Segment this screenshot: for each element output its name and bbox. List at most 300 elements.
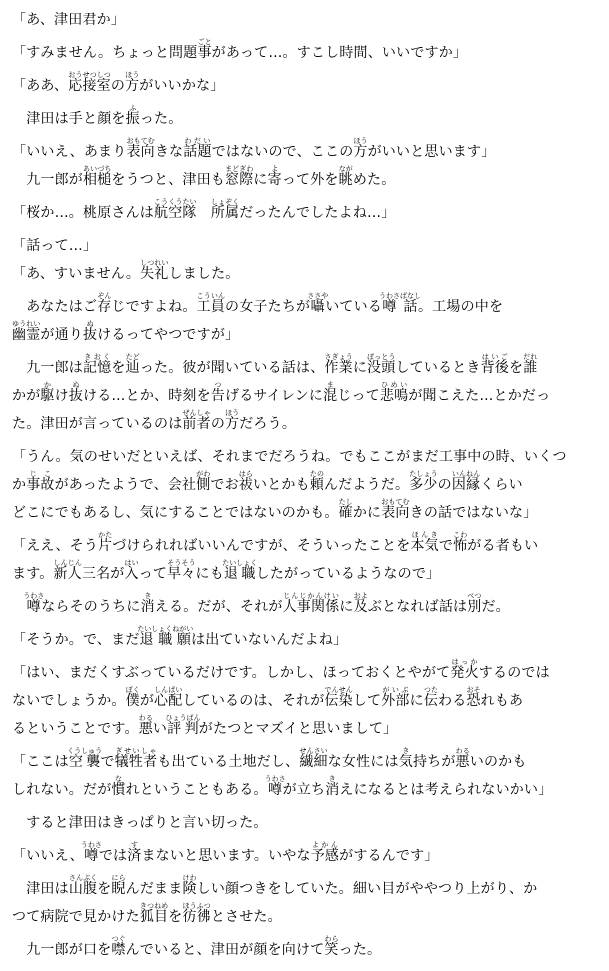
furigana: ぬ bbox=[83, 320, 98, 328]
text-segment: に bbox=[253, 172, 268, 187]
ruby-word bbox=[453, 531, 468, 553]
text-segment: でお bbox=[210, 477, 239, 492]
ruby-base: 気 bbox=[398, 754, 413, 769]
ruby-base: 記憶 bbox=[83, 360, 112, 375]
furigana: おもてむ bbox=[126, 137, 155, 145]
ruby-base: 相槌 bbox=[83, 172, 112, 187]
furigana: たいしょく bbox=[222, 559, 258, 567]
furigana: きつねめ bbox=[139, 902, 169, 910]
ruby-word bbox=[210, 198, 240, 220]
text-segment: だろう。 bbox=[239, 416, 297, 431]
text-segment: いている bbox=[325, 299, 383, 314]
text-segment: が bbox=[139, 693, 155, 708]
text-segment: るということです。 bbox=[12, 721, 139, 736]
ruby-base: 幽霊 bbox=[12, 327, 41, 342]
ruby-word bbox=[140, 592, 155, 614]
text-segment: ならそのうちに bbox=[41, 599, 141, 614]
text-segment: の bbox=[110, 78, 126, 93]
text-segment: 。工場の中を bbox=[418, 299, 504, 314]
ruby-base: 側 bbox=[196, 477, 211, 492]
furigana: まどぎわ bbox=[225, 165, 254, 173]
furigana: ほう bbox=[125, 71, 140, 79]
ruby-word bbox=[67, 747, 103, 769]
furigana: あいづち bbox=[83, 165, 112, 173]
text-line bbox=[12, 197, 597, 220]
text-segment: 「話って…」 bbox=[12, 238, 98, 253]
furigana: けわ bbox=[182, 874, 197, 882]
text-segment: れということもある。 bbox=[125, 782, 268, 797]
ruby-word bbox=[379, 381, 409, 403]
text-segment: じって bbox=[337, 388, 380, 403]
ruby-base: 片 bbox=[98, 538, 113, 553]
text-segment: がいいと思います」 bbox=[367, 144, 496, 159]
furigana: わる bbox=[138, 714, 153, 722]
furigana: さぎょう bbox=[324, 353, 353, 361]
ruby-base: 悪 bbox=[455, 754, 470, 769]
furigana: きおく bbox=[83, 353, 112, 361]
text-segment: ないでしょうか。 bbox=[12, 693, 126, 708]
furigana: ささや bbox=[307, 292, 329, 300]
text-segment: 九一郎は bbox=[12, 360, 83, 375]
ruby-base: 新人 bbox=[53, 566, 82, 581]
ruby-base: 予感 bbox=[310, 848, 340, 863]
furigana: じこ bbox=[26, 470, 55, 478]
furigana: さんぷく bbox=[68, 874, 98, 882]
ruby-base: 噤 bbox=[111, 942, 126, 957]
furigana: ぎせいしゃ bbox=[114, 747, 158, 755]
ruby-word bbox=[410, 531, 439, 553]
ruby-word bbox=[140, 259, 169, 281]
text-line bbox=[12, 37, 597, 60]
text-segment: った。 bbox=[338, 942, 382, 957]
text-segment: の女子たちが bbox=[225, 299, 311, 314]
ruby-base: 混 bbox=[323, 388, 338, 403]
text-segment: えになるとは考えられないかい」 bbox=[339, 782, 553, 797]
text-segment: 「桜か…。桃原さんは bbox=[12, 205, 154, 220]
ruby-base: 犠牲者 bbox=[114, 754, 158, 769]
furigana: しつれい bbox=[140, 259, 169, 267]
furigana: だれ bbox=[523, 353, 538, 361]
furigana: うわさ bbox=[264, 775, 286, 783]
text-segment: 九一郎が bbox=[12, 172, 83, 187]
text-segment: がる者もい bbox=[467, 538, 539, 553]
ruby-word bbox=[310, 841, 340, 863]
text-segment: するのでは bbox=[478, 665, 550, 680]
furigana: き bbox=[398, 747, 413, 755]
text-segment: では bbox=[98, 848, 128, 863]
ruby-word bbox=[111, 874, 126, 896]
text-segment: づけられればいいんですが、そういったことを bbox=[112, 538, 411, 553]
ruby-base: 振 bbox=[125, 111, 140, 126]
ruby-word bbox=[165, 714, 201, 736]
ruby-word bbox=[196, 470, 211, 492]
furigana: ほう bbox=[225, 409, 240, 417]
text-segment: 持ちが bbox=[412, 754, 456, 769]
ruby-base: 駆 bbox=[40, 388, 55, 403]
ruby-base: 早々 bbox=[167, 566, 196, 581]
ruby-word bbox=[154, 686, 183, 708]
ruby-word bbox=[338, 165, 353, 187]
ruby-word bbox=[97, 292, 112, 314]
ruby-base: 因縁 bbox=[451, 477, 481, 492]
ruby-base: 失礼 bbox=[140, 266, 169, 281]
text-segment: ではないので、ここの bbox=[211, 144, 354, 159]
ruby-word bbox=[466, 686, 481, 708]
text-segment: える。だが、それが bbox=[154, 599, 283, 614]
text-segment: しました。 bbox=[168, 266, 240, 281]
text-segment: 「いいえ、 bbox=[12, 848, 84, 863]
text-line bbox=[12, 807, 597, 830]
ruby-word bbox=[137, 625, 194, 647]
ruby-base: 人事関係 bbox=[282, 599, 340, 614]
text-segment: まないと思います。いやな bbox=[141, 848, 311, 863]
furigana: たの bbox=[309, 470, 325, 478]
text-segment: あなたはご bbox=[12, 299, 98, 314]
ruby-base: 存 bbox=[97, 299, 112, 314]
text-segment: があって…。すこし時間、いいですか」 bbox=[211, 45, 468, 60]
ruby-base: 告 bbox=[210, 388, 226, 403]
ruby-base: 険 bbox=[182, 881, 197, 896]
ruby-base: 伝染 bbox=[324, 693, 353, 708]
ruby-word bbox=[26, 470, 55, 492]
text-segment: じですよね。 bbox=[111, 299, 197, 314]
ruby-word bbox=[225, 165, 254, 187]
text-segment: で bbox=[438, 538, 454, 553]
text-segment: めた。 bbox=[352, 172, 396, 187]
furigana: べつ bbox=[467, 592, 482, 600]
furigana: ぼく bbox=[125, 686, 140, 694]
ruby-word bbox=[139, 902, 169, 924]
text-segment: 「すみません。ちょっと問題 bbox=[12, 45, 198, 60]
text-segment: きな bbox=[154, 144, 184, 159]
furigana: しんぱい bbox=[154, 686, 183, 694]
text-line bbox=[12, 591, 597, 614]
text-segment: れもあ bbox=[480, 693, 524, 708]
furigana: はいご bbox=[480, 353, 510, 361]
ruby-base: 寄 bbox=[267, 172, 282, 187]
text-segment: けるってやつですが」 bbox=[97, 327, 240, 342]
ruby-base: 作業 bbox=[324, 360, 353, 375]
ruby-base: 及 bbox=[353, 599, 368, 614]
ruby-word bbox=[367, 353, 396, 375]
furigana: うわさ bbox=[80, 841, 102, 849]
text-segment: があったようで、会社 bbox=[54, 477, 197, 492]
ruby-word bbox=[409, 470, 438, 492]
text-segment: で bbox=[100, 754, 115, 769]
ruby-word bbox=[225, 409, 240, 431]
ruby-base: 表向 bbox=[126, 144, 155, 159]
furigana: こわ bbox=[453, 531, 468, 539]
ruby-base: 慣 bbox=[111, 782, 126, 797]
text-segment: つて病院で見かけた bbox=[12, 909, 140, 924]
text-line bbox=[12, 497, 597, 520]
ruby-word bbox=[40, 381, 55, 403]
ruby-base: 外部 bbox=[381, 693, 410, 708]
ruby-word bbox=[325, 775, 340, 797]
ruby-word bbox=[196, 292, 226, 314]
text-segment: 「そうか。で、まだ bbox=[12, 632, 140, 647]
ruby-base: 済 bbox=[127, 848, 142, 863]
text-line bbox=[12, 530, 597, 553]
text-segment: ぶとなれば話は bbox=[367, 599, 468, 614]
text-line bbox=[12, 840, 597, 863]
ruby-word bbox=[379, 292, 422, 314]
text-line bbox=[12, 164, 597, 187]
ruby-word bbox=[83, 320, 98, 342]
ruby-word bbox=[68, 874, 98, 896]
text-line bbox=[12, 685, 597, 708]
text-line bbox=[12, 319, 597, 342]
ruby-word bbox=[154, 198, 197, 220]
ruby-word bbox=[23, 592, 45, 614]
text-segment: に bbox=[409, 693, 424, 708]
ruby-base: 応接室 bbox=[68, 78, 111, 93]
ruby-base: 方 bbox=[125, 78, 140, 93]
text-segment: って bbox=[138, 566, 168, 581]
ruby-base: 本気 bbox=[410, 538, 439, 553]
furigana: おもてむ bbox=[381, 498, 410, 506]
ruby-base: 狐目 bbox=[139, 909, 169, 924]
ruby-word bbox=[307, 292, 329, 314]
text-segment: しているのは、それが bbox=[182, 693, 325, 708]
text-line bbox=[12, 4, 597, 27]
ruby-word bbox=[210, 381, 226, 403]
furigana: ゆうれい bbox=[12, 320, 41, 328]
ruby-base: 伝 bbox=[423, 693, 439, 708]
text-segment: しているとき bbox=[395, 360, 481, 375]
text-segment: 「ここは bbox=[12, 754, 69, 769]
text-segment: きの話ではないな」 bbox=[409, 505, 538, 520]
text-segment: ます。 bbox=[12, 566, 54, 581]
furigana: ぬ bbox=[68, 381, 83, 389]
text-segment: んでいると、津田が顔を向けて bbox=[125, 942, 325, 957]
ruby-word bbox=[138, 714, 153, 736]
text-segment: 津田は手と顔を bbox=[12, 111, 126, 126]
furigana: たど bbox=[125, 353, 140, 361]
furigana: せんさい bbox=[299, 747, 328, 755]
text-segment: いとかも bbox=[253, 477, 310, 492]
furigana: おうせつしつ bbox=[68, 71, 111, 79]
text-segment bbox=[197, 205, 211, 220]
ruby-word bbox=[267, 165, 282, 187]
furigana: つぐ bbox=[111, 935, 126, 943]
ruby-base: 消 bbox=[325, 782, 340, 797]
text-segment: ける…とか、時刻を bbox=[83, 388, 211, 403]
ruby-word bbox=[282, 592, 340, 614]
furigana: よかん bbox=[310, 841, 340, 849]
furigana: ぼっとう bbox=[367, 353, 396, 361]
furigana: わだい bbox=[183, 137, 212, 145]
furigana: ま bbox=[323, 381, 338, 389]
furigana: よ bbox=[267, 165, 282, 173]
ruby-word bbox=[125, 71, 140, 93]
text-segment: したがっているようなので」 bbox=[255, 566, 441, 581]
furigana: たし bbox=[338, 498, 353, 506]
ruby-base: 辿 bbox=[125, 360, 140, 375]
ruby-base: 空襲 bbox=[67, 754, 103, 769]
text-segment: け bbox=[54, 388, 69, 403]
furigana: はら bbox=[238, 470, 254, 478]
text-segment: い bbox=[152, 721, 168, 736]
ruby-base: 別 bbox=[467, 599, 482, 614]
text-segment: しれない。だが bbox=[12, 782, 112, 797]
ruby-word bbox=[309, 470, 325, 492]
text-segment: った。 bbox=[139, 111, 183, 126]
ruby-word bbox=[125, 104, 140, 126]
ruby-base: 航空隊 bbox=[154, 205, 197, 220]
ruby-base: 窓際 bbox=[225, 172, 254, 187]
ruby-word bbox=[381, 686, 410, 708]
text-line bbox=[12, 713, 597, 736]
furigana: ぞん bbox=[97, 292, 112, 300]
furigana: うわさ bbox=[23, 592, 45, 600]
ruby-base: 彷彿 bbox=[182, 909, 211, 924]
ruby-word bbox=[222, 559, 258, 581]
ruby-word bbox=[125, 686, 140, 708]
furigana: はい bbox=[124, 559, 139, 567]
text-segment: を bbox=[509, 360, 524, 375]
furigana: こういん bbox=[196, 292, 226, 300]
text-segment: が聞こえた…とかだっ bbox=[408, 388, 551, 403]
ruby-base: 頼 bbox=[309, 477, 325, 492]
furigana: き bbox=[140, 592, 155, 600]
text-segment: の bbox=[210, 416, 226, 431]
ruby-word bbox=[83, 165, 112, 187]
text-segment: 「ああ、 bbox=[12, 78, 69, 93]
text-segment: は出ていないんだよね」 bbox=[191, 632, 348, 647]
text-segment: か bbox=[12, 477, 27, 492]
text-segment: の bbox=[437, 477, 452, 492]
furigana: ほんき bbox=[410, 531, 439, 539]
text-line bbox=[12, 291, 597, 314]
ruby-base: 噂 bbox=[80, 848, 102, 863]
ruby-word bbox=[80, 841, 102, 863]
ruby-word bbox=[450, 658, 479, 680]
ruby-word bbox=[111, 935, 126, 957]
text-segment: んだまま bbox=[125, 881, 183, 896]
ruby-word bbox=[299, 747, 328, 769]
text-segment: た。津田が言っているのは bbox=[12, 416, 183, 431]
furigana: しんじん bbox=[53, 559, 82, 567]
furigana: はっか bbox=[450, 658, 479, 666]
ruby-base: 所属 bbox=[210, 205, 240, 220]
furigana: ひめい bbox=[379, 381, 409, 389]
ruby-base: 評判 bbox=[165, 721, 201, 736]
ruby-word bbox=[381, 498, 410, 520]
ruby-base: 消 bbox=[140, 599, 155, 614]
text-line bbox=[12, 934, 597, 957]
furigana: くうしゅう bbox=[67, 747, 103, 755]
text-line bbox=[12, 70, 597, 93]
text-segment: に bbox=[339, 599, 354, 614]
text-segment: がたつとマズイと思いまして」 bbox=[198, 721, 398, 736]
text-segment: どこにでもあるし、気にすることではないのかも。 bbox=[12, 505, 339, 520]
furigana: き bbox=[325, 775, 340, 783]
text-line bbox=[12, 136, 597, 159]
text-segment: をうつと、津田も bbox=[111, 172, 226, 187]
ruby-word bbox=[451, 470, 481, 492]
ruby-word bbox=[353, 137, 368, 159]
text-segment: だ。 bbox=[481, 599, 510, 614]
ruby-base: 繊細 bbox=[299, 754, 328, 769]
text-segment: かが bbox=[12, 388, 41, 403]
text-line bbox=[12, 901, 597, 924]
ruby-base: 退職願 bbox=[137, 632, 194, 647]
ruby-base: 噂 bbox=[23, 599, 45, 614]
ruby-base: 工員 bbox=[196, 299, 226, 314]
ruby-word bbox=[324, 935, 339, 957]
ruby-word bbox=[167, 559, 196, 581]
furigana: ひょうばん bbox=[165, 714, 201, 722]
ruby-base: 噂 bbox=[264, 782, 286, 797]
text-segment: な女性には bbox=[327, 754, 399, 769]
text-line bbox=[12, 746, 597, 769]
ruby-word bbox=[182, 874, 197, 896]
text-segment: 津田は bbox=[12, 881, 69, 896]
ruby-word bbox=[98, 531, 113, 553]
ruby-base: 事故 bbox=[26, 477, 55, 492]
text-segment: くらい bbox=[480, 477, 523, 492]
text-segment: 「いいえ、あまり bbox=[12, 144, 127, 159]
ruby-word bbox=[264, 775, 286, 797]
ruby-word bbox=[398, 747, 413, 769]
ruby-base: 話題 bbox=[183, 144, 212, 159]
ruby-word bbox=[53, 559, 82, 581]
furigana: でんせん bbox=[324, 686, 353, 694]
ruby-base: 退職 bbox=[222, 566, 258, 581]
text-line bbox=[12, 558, 597, 581]
ruby-word bbox=[323, 381, 338, 403]
ruby-base: 発火 bbox=[450, 665, 479, 680]
furigana: およ bbox=[353, 592, 368, 600]
ruby-base: 悪 bbox=[138, 721, 153, 736]
text-line bbox=[12, 230, 597, 253]
ruby-word bbox=[83, 353, 112, 375]
ruby-word bbox=[124, 559, 139, 581]
ruby-base: 囁 bbox=[307, 299, 329, 314]
ruby-word bbox=[127, 841, 142, 863]
furigana: ほうふつ bbox=[182, 902, 211, 910]
text-line bbox=[12, 624, 597, 647]
ruby-word bbox=[12, 320, 41, 342]
furigana: か bbox=[40, 381, 55, 389]
text-line bbox=[12, 380, 597, 403]
text-segment: んだようだ。 bbox=[324, 477, 410, 492]
furigana: かた bbox=[98, 531, 113, 539]
ruby-base: 誰 bbox=[523, 360, 538, 375]
furigana: たしょう bbox=[409, 470, 438, 478]
text-segment: も出ている土地だし、 bbox=[157, 754, 300, 769]
text-segment: にも bbox=[195, 566, 224, 581]
ruby-word bbox=[68, 71, 111, 93]
furigana: ごと bbox=[197, 38, 212, 46]
furigana: じんじかんけい bbox=[282, 592, 340, 600]
text-segment: 九一郎が口を bbox=[12, 942, 112, 957]
ruby-base: 恐 bbox=[466, 693, 481, 708]
ruby-word bbox=[467, 592, 482, 614]
ruby-base: 表向 bbox=[381, 505, 410, 520]
ruby-word bbox=[125, 353, 140, 375]
ruby-base: 背後 bbox=[480, 360, 510, 375]
text-segment: すると津田はきっぱりと言い切った。 bbox=[12, 815, 268, 830]
ruby-word bbox=[523, 353, 538, 375]
ruby-word bbox=[111, 775, 126, 797]
furigana: こうくうたい bbox=[154, 198, 197, 206]
text-segment: が通り bbox=[40, 327, 84, 342]
text-segment: 三名が bbox=[81, 566, 125, 581]
furigana: ほう bbox=[353, 137, 368, 145]
ruby-word bbox=[183, 137, 212, 159]
